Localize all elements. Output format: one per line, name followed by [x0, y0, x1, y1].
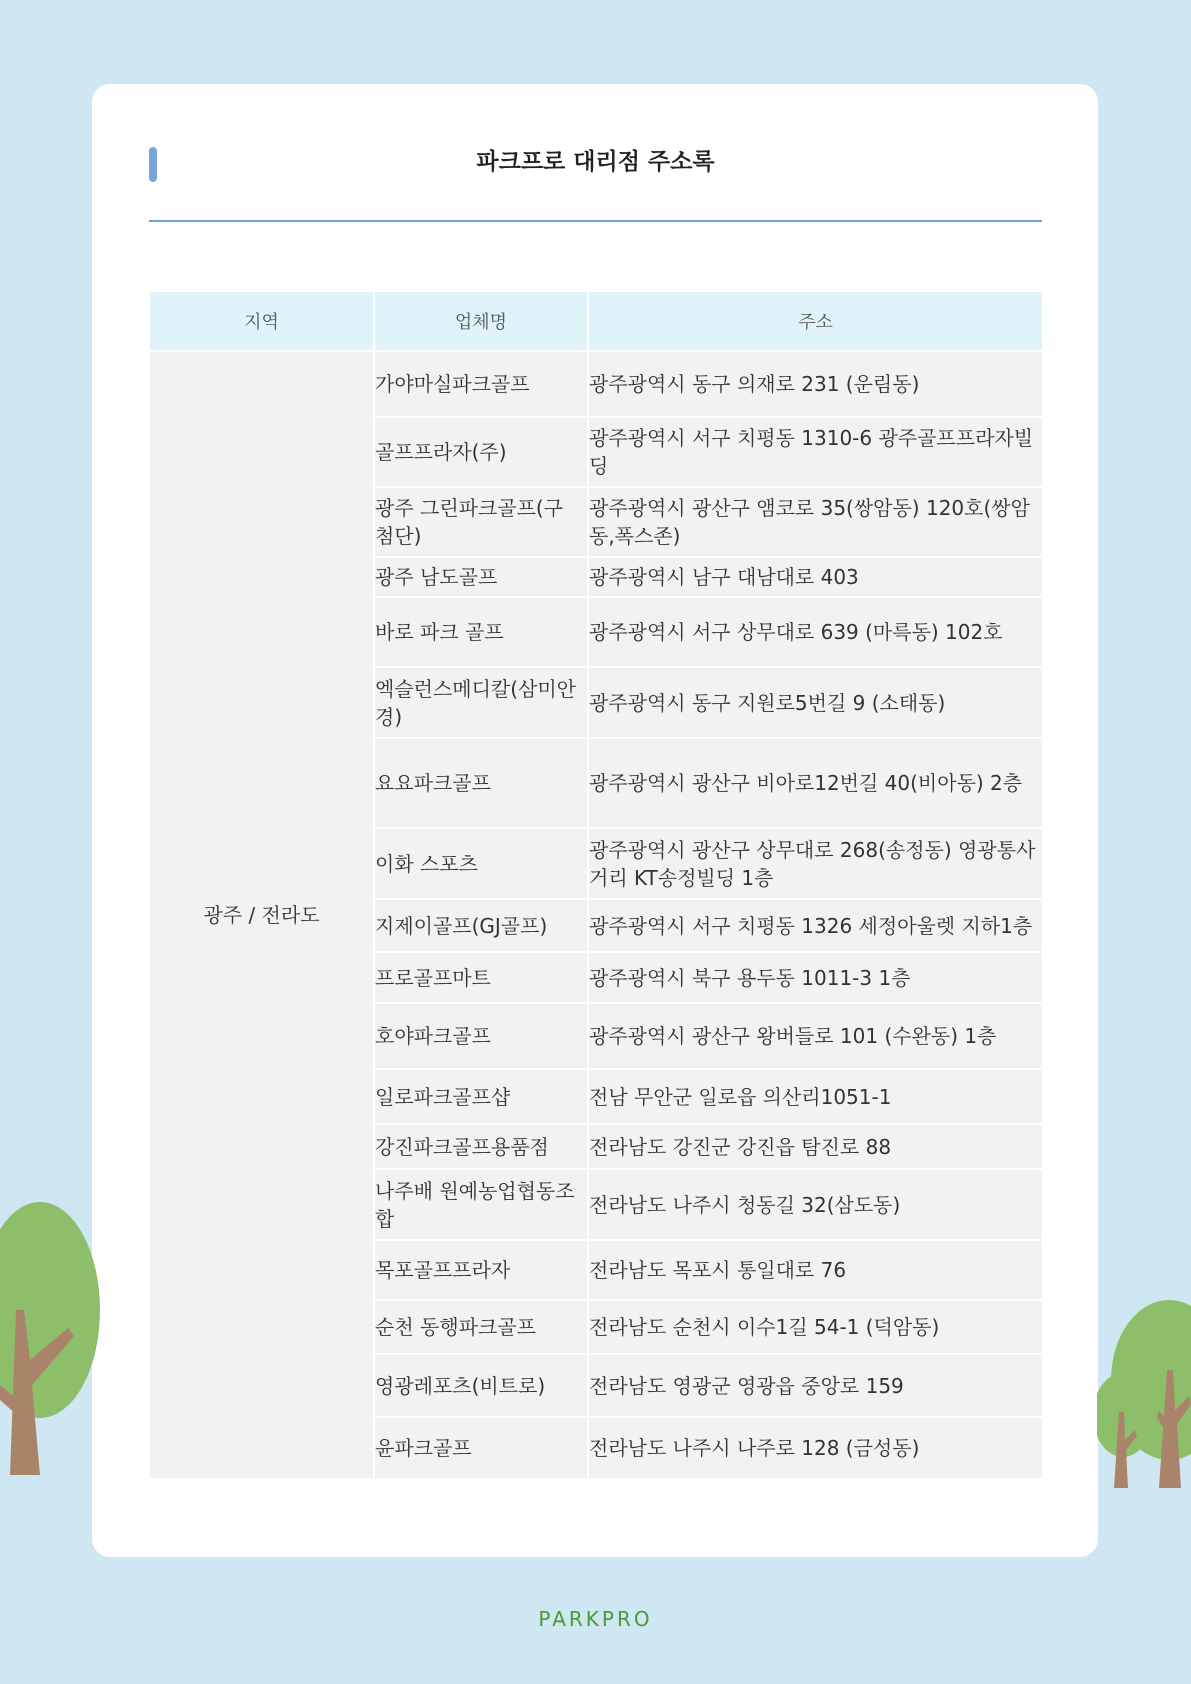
address-cell: 광주광역시 광산구 앰코로 35(쌍암동) 120호(쌍암동,폭스존): [588, 487, 1042, 557]
company-name-cell: 윤파크골프: [374, 1417, 588, 1479]
address-cell: 전라남도 나주시 나주로 128 (금성동): [588, 1417, 1042, 1479]
address-cell: 전라남도 영광군 영광읍 중앙로 159: [588, 1354, 1042, 1417]
address-cell: 광주광역시 광산구 비아로12번길 40(비아동) 2층: [588, 738, 1042, 828]
header-address: 주소: [588, 292, 1042, 351]
address-cell: 광주광역시 서구 상무대로 639 (마륵동) 102호: [588, 597, 1042, 667]
table-header-row: [150, 292, 1042, 351]
address-cell: 광주광역시 서구 치평동 1326 세정아울렛 지하1층: [588, 899, 1042, 952]
address-cell: 전남 무안군 일로읍 의산리1051-1: [588, 1069, 1042, 1124]
address-cell: 광주광역시 서구 치평동 1310-6 광주골프프라자빌딩: [588, 417, 1042, 487]
company-name-cell: 광주 그린파크골프(구 첨단): [374, 487, 588, 557]
company-name-cell: 엑슬런스메디칼(삼미안경): [374, 667, 588, 738]
company-name-cell: 일로파크골프샵: [374, 1069, 588, 1124]
company-name-cell: 목포골프프라자: [374, 1240, 588, 1300]
company-name-cell: 바로 파크 골프: [374, 597, 588, 667]
title-divider: [149, 220, 1042, 222]
footer-brand: PARKPRO: [538, 1607, 653, 1631]
company-name-cell: 호야파크골프: [374, 1003, 588, 1069]
dealer-table: [150, 292, 1042, 1480]
company-name-cell: 광주 남도골프: [374, 557, 588, 597]
address-cell: 광주광역시 북구 용두동 1011-3 1층: [588, 952, 1042, 1003]
header-region: 지역: [150, 292, 374, 351]
company-name-cell: 지제이골프(GJ골프): [374, 899, 588, 952]
company-name-cell: 영광레포츠(비트로): [374, 1354, 588, 1417]
header-company: 업체명: [374, 292, 588, 351]
region-cell: 광주 / 전라도: [150, 351, 374, 1479]
company-name-cell: 순천 동행파크골프: [374, 1300, 588, 1354]
company-name-cell: 프로골프마트: [374, 952, 588, 1003]
company-name-cell: 골프프라자(주): [374, 417, 588, 487]
address-cell: 광주광역시 광산구 왕버들로 101 (수완동) 1층: [588, 1003, 1042, 1069]
address-cell: 전라남도 순천시 이수1길 54-1 (덕암동): [588, 1300, 1042, 1354]
tree-right-illustration: [1097, 1300, 1191, 1490]
company-name-cell: 강진파크골프용품점: [374, 1124, 588, 1169]
address-cell: 전라남도 나주시 청동길 32(삼도동): [588, 1169, 1042, 1240]
page-title: 파크프로 대리점 주소록: [476, 149, 715, 175]
table-body: [150, 351, 1042, 1479]
address-cell: 광주광역시 동구 지원로5번길 9 (소태동): [588, 667, 1042, 738]
company-name-cell: 가야마실파크골프: [374, 351, 588, 417]
company-name-cell: 나주배 원예농업협동조합: [374, 1169, 588, 1240]
address-cell: 광주광역시 광산구 상무대로 268(송정동) 영광통사거리 KT송정빌딩 1층: [588, 828, 1042, 899]
address-cell: 전라남도 목포시 통일대로 76: [588, 1240, 1042, 1300]
company-name-cell: 요요파크골프: [374, 738, 588, 828]
table-row: [150, 351, 1042, 417]
address-cell: 전라남도 강진군 강진읍 탐진로 88: [588, 1124, 1042, 1169]
address-cell: 광주광역시 남구 대남대로 403: [588, 557, 1042, 597]
company-name-cell: 이화 스포츠: [374, 828, 588, 899]
address-cell: 광주광역시 동구 의재로 231 (운림동): [588, 351, 1042, 417]
tree-left-illustration: [0, 1200, 100, 1480]
